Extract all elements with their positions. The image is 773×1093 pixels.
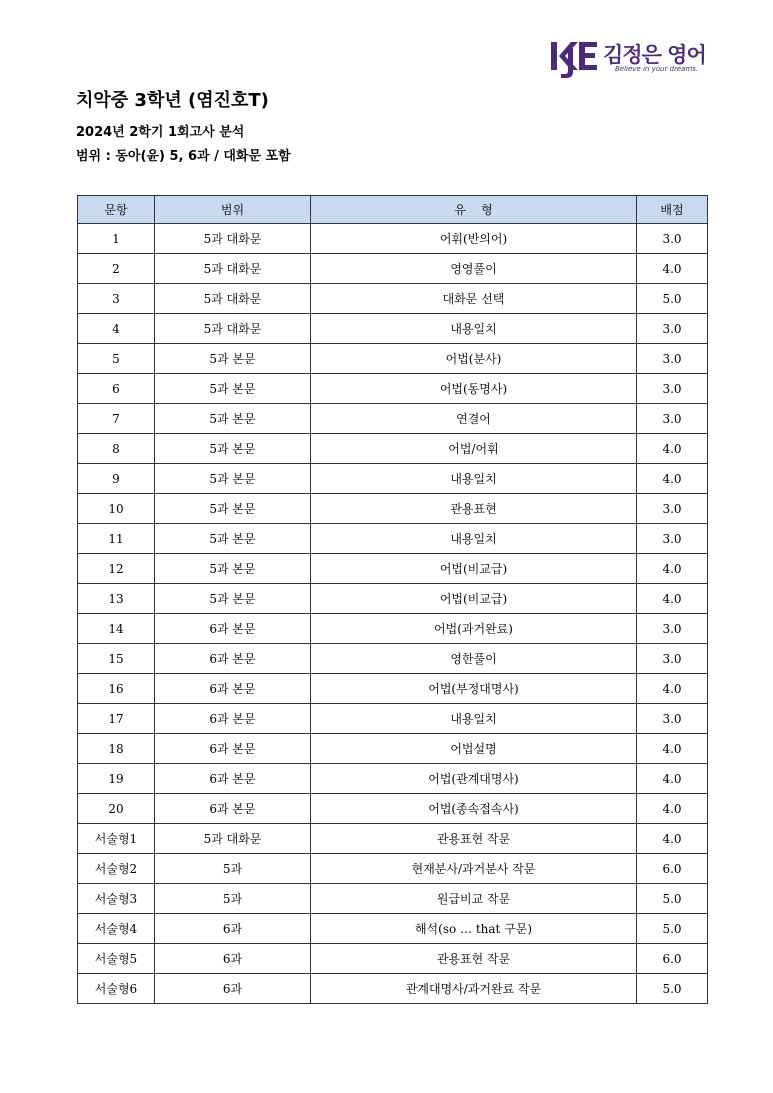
cell-range: 5과 본문 — [155, 344, 311, 374]
table-row — [78, 734, 708, 764]
cell-range: 5과 대화문 — [155, 824, 311, 854]
cell-range: 6과 본문 — [155, 764, 311, 794]
cell-range: 6과 본문 — [155, 644, 311, 674]
cell-points: 4.0 — [637, 554, 708, 584]
table-row — [78, 374, 708, 404]
table-row — [78, 614, 708, 644]
cell-points: 4.0 — [637, 674, 708, 704]
cell-type: 내용일치 — [311, 464, 637, 494]
cell-range: 5과 — [155, 854, 311, 884]
cell-range: 6과 본문 — [155, 704, 311, 734]
cell-range: 5과 본문 — [155, 404, 311, 434]
cell-type: 관용표현 작문 — [311, 824, 637, 854]
cell-range: 5과 대화문 — [155, 224, 311, 254]
cell-range: 6과 — [155, 914, 311, 944]
cell-question: 서술형2 — [78, 854, 155, 884]
cell-range: 5과 — [155, 884, 311, 914]
cell-type: 어휘(반의어) — [311, 224, 637, 254]
cell-points: 4.0 — [637, 434, 708, 464]
cell-points: 4.0 — [637, 584, 708, 614]
table-row — [78, 524, 708, 554]
cell-type: 원급비교 작문 — [311, 884, 637, 914]
table-row — [78, 254, 708, 284]
cell-range: 5과 본문 — [155, 494, 311, 524]
cell-range: 5과 본문 — [155, 584, 311, 614]
cell-type: 어법(관계대명사) — [311, 764, 637, 794]
cell-points: 5.0 — [637, 284, 708, 314]
cell-points: 3.0 — [637, 224, 708, 254]
cell-type: 대화문 선택 — [311, 284, 637, 314]
cell-points: 4.0 — [637, 254, 708, 284]
cell-range: 5과 본문 — [155, 524, 311, 554]
cell-question: 서술형6 — [78, 974, 155, 1004]
cell-type: 어법/어휘 — [311, 434, 637, 464]
cell-points: 3.0 — [637, 494, 708, 524]
cell-question: 20 — [78, 794, 155, 824]
cell-points: 4.0 — [637, 824, 708, 854]
cell-question: 16 — [78, 674, 155, 704]
cell-question: 6 — [78, 374, 155, 404]
header-range: 범위 — [155, 196, 311, 224]
table-row — [78, 764, 708, 794]
cell-type: 어법(동명사) — [311, 374, 637, 404]
table-row — [78, 674, 708, 704]
header-question: 문항 — [78, 196, 155, 224]
cell-question: 17 — [78, 704, 155, 734]
scope-subtitle: 범위 : 동아(윤) 5, 6과 / 대화문 포함 — [76, 149, 291, 164]
table-header-row — [78, 196, 708, 224]
exam-analysis-table — [77, 195, 708, 1004]
cell-points: 3.0 — [637, 644, 708, 674]
table-row — [78, 314, 708, 344]
cell-points: 5.0 — [637, 884, 708, 914]
cell-question: 서술형5 — [78, 944, 155, 974]
cell-points: 3.0 — [637, 344, 708, 374]
cell-type: 연결어 — [311, 404, 637, 434]
cell-question: 4 — [78, 314, 155, 344]
cell-points: 4.0 — [637, 764, 708, 794]
cell-range: 5과 대화문 — [155, 254, 311, 284]
table-row — [78, 554, 708, 584]
cell-type: 내용일치 — [311, 314, 637, 344]
cell-question: 2 — [78, 254, 155, 284]
cell-type: 영영풀이 — [311, 254, 637, 284]
header-type: 유 형 — [311, 196, 637, 224]
cell-points: 4.0 — [637, 794, 708, 824]
cell-points: 5.0 — [637, 974, 708, 1004]
cell-question: 18 — [78, 734, 155, 764]
cell-question: 10 — [78, 494, 155, 524]
table-row — [78, 794, 708, 824]
cell-type: 내용일치 — [311, 704, 637, 734]
header-points: 배점 — [637, 196, 708, 224]
cell-question: 5 — [78, 344, 155, 374]
cell-type: 현재분사/과거분사 작문 — [311, 854, 637, 884]
cell-range: 6과 본문 — [155, 794, 311, 824]
brand-logo — [549, 38, 719, 80]
cell-type: 내용일치 — [311, 524, 637, 554]
cell-question: 12 — [78, 554, 155, 584]
table-row — [78, 224, 708, 254]
table-row — [78, 344, 708, 374]
cell-points: 5.0 — [637, 914, 708, 944]
cell-question: 서술형3 — [78, 884, 155, 914]
table-row — [78, 644, 708, 674]
cell-type: 관용표현 작문 — [311, 944, 637, 974]
table-row — [78, 914, 708, 944]
cell-range: 5과 본문 — [155, 434, 311, 464]
cell-points: 3.0 — [637, 404, 708, 434]
cell-points: 4.0 — [637, 734, 708, 764]
cell-question: 14 — [78, 614, 155, 644]
table-row — [78, 704, 708, 734]
table-row — [78, 884, 708, 914]
cell-range: 5과 본문 — [155, 374, 311, 404]
table-row — [78, 464, 708, 494]
cell-type: 어법설명 — [311, 734, 637, 764]
cell-question: 9 — [78, 464, 155, 494]
cell-range: 6과 본문 — [155, 734, 311, 764]
cell-type: 어법(비교급) — [311, 554, 637, 584]
cell-type: 어법(종속접속사) — [311, 794, 637, 824]
logo-monogram-icon — [549, 38, 599, 80]
cell-points: 3.0 — [637, 374, 708, 404]
cell-range: 6과 — [155, 974, 311, 1004]
cell-type: 어법(분사) — [311, 344, 637, 374]
cell-range: 5과 대화문 — [155, 284, 311, 314]
cell-points: 3.0 — [637, 614, 708, 644]
cell-question: 서술형4 — [78, 914, 155, 944]
cell-question: 8 — [78, 434, 155, 464]
cell-type: 어법(과거완료) — [311, 614, 637, 644]
cell-type: 해석(so … that 구문) — [311, 914, 637, 944]
table-row — [78, 824, 708, 854]
cell-question: 13 — [78, 584, 155, 614]
cell-range: 6과 — [155, 944, 311, 974]
logo-name: 김정은 영어 — [603, 43, 706, 67]
page-title: 치악중 3학년 (염진호T) — [76, 90, 269, 111]
cell-points: 6.0 — [637, 944, 708, 974]
cell-range: 5과 본문 — [155, 464, 311, 494]
table-row — [78, 854, 708, 884]
cell-question: 서술형1 — [78, 824, 155, 854]
cell-range: 6과 본문 — [155, 614, 311, 644]
cell-type: 관용표현 — [311, 494, 637, 524]
table-row — [78, 434, 708, 464]
table-row — [78, 284, 708, 314]
cell-question: 1 — [78, 224, 155, 254]
cell-points: 6.0 — [637, 854, 708, 884]
exam-subtitle: 2024년 2학기 1회고사 분석 — [76, 125, 245, 140]
cell-question: 7 — [78, 404, 155, 434]
table-row — [78, 974, 708, 1004]
cell-question: 15 — [78, 644, 155, 674]
cell-question: 11 — [78, 524, 155, 554]
cell-type: 관계대명사/과거완료 작문 — [311, 974, 637, 1004]
cell-points: 4.0 — [637, 464, 708, 494]
cell-points: 3.0 — [637, 704, 708, 734]
table-row — [78, 494, 708, 524]
cell-range: 5과 대화문 — [155, 314, 311, 344]
cell-range: 5과 본문 — [155, 554, 311, 584]
cell-points: 3.0 — [637, 314, 708, 344]
table-body — [78, 224, 708, 1004]
cell-question: 3 — [78, 284, 155, 314]
logo-slogan: Believe in your dreams. — [615, 65, 699, 73]
cell-range: 6과 본문 — [155, 674, 311, 704]
table-row — [78, 584, 708, 614]
cell-type: 어법(부정대명사) — [311, 674, 637, 704]
cell-question: 19 — [78, 764, 155, 794]
cell-points: 3.0 — [637, 524, 708, 554]
table-row — [78, 404, 708, 434]
cell-type: 어법(비교급) — [311, 584, 637, 614]
cell-type: 영한풀이 — [311, 644, 637, 674]
table-row — [78, 944, 708, 974]
